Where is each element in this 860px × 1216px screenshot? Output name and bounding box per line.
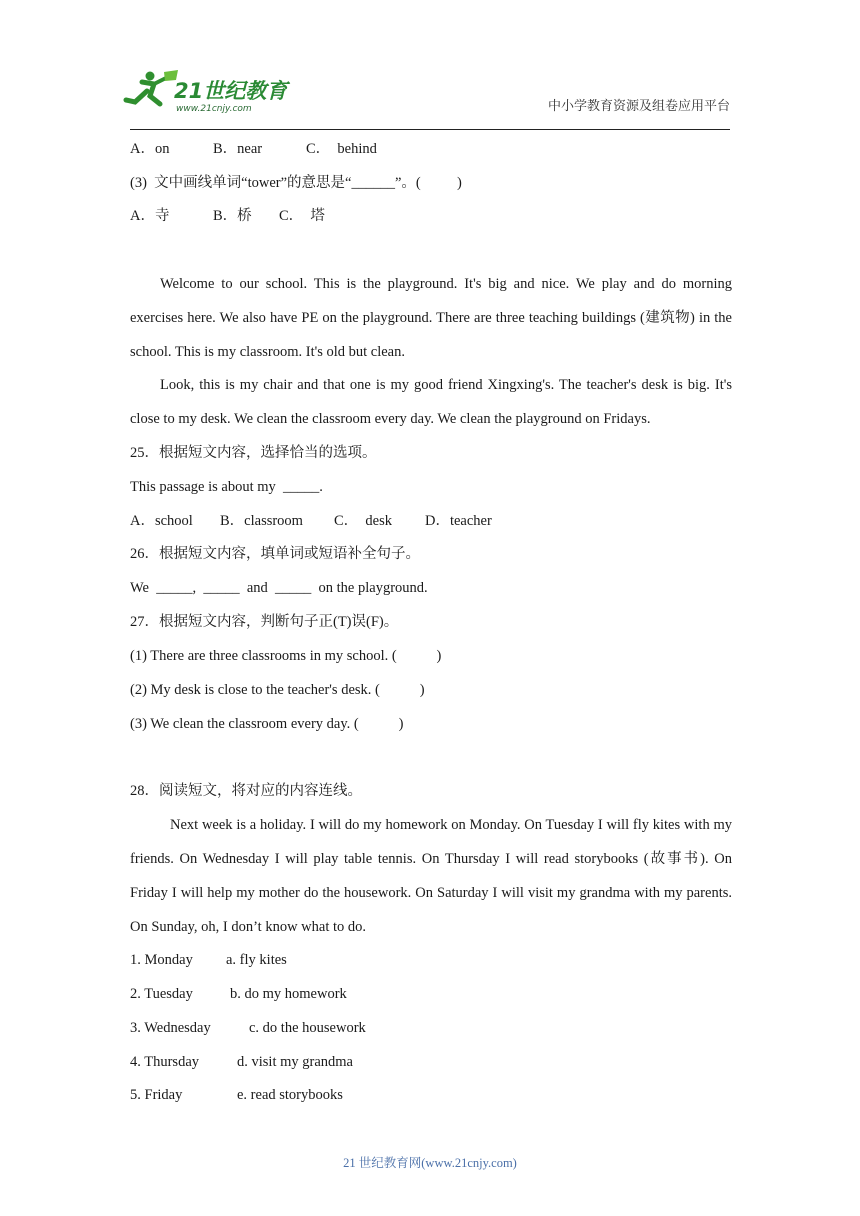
q24-sub3-stem <box>130 173 462 193</box>
passage2-paragraph-1: Welcome to our school. This is the playground. It's big and nice. We play and do morning exercises here. We also have PE on the playground. There are three teaching buildings (建筑物) in the school. This is my classroom. It's old but clean. <box>130 276 732 360</box>
q25-option-c: C． desk <box>334 513 392 529</box>
q24-option-c: C． behind <box>306 141 377 157</box>
q24-sub3-blank: ______ <box>351 175 395 191</box>
page-footer: 21 世纪教育网(www.21cnjy.com) <box>343 1156 517 1170</box>
match-left-1: 1. Monday <box>130 952 193 968</box>
header-divider <box>130 129 730 130</box>
q25-option-b: B．classroom <box>220 513 303 529</box>
match-left-4: 4. Thursday <box>130 1054 200 1070</box>
q24-sub3-stem-prefix: (3) 文中画线单词“tower”的意思是“ <box>130 175 352 191</box>
q27-item-3: (3) We clean the classroom every day. ( ) <box>130 716 404 732</box>
q28-passage: Next week is a holiday. I will do my homework on Monday. On Tuesday I will fly kites with my friends. On Wednesday I will play table tennis. On Thursday I will read storybooks (故事书). On Friday I will help my mother do the housework. On Saturday I will visit my grandma with my parents. On Sunday, oh, I don’t know what to do. <box>130 817 732 935</box>
q26-stem: We _____, _____ and _____ on the playground. <box>130 580 428 596</box>
q24-option-a: A．on <box>130 141 170 157</box>
logo-text: 21世纪教育 <box>174 79 288 103</box>
q25-stem: This passage is about my _____. <box>130 479 323 495</box>
match-left-2: 2. Tuesday <box>130 986 193 1002</box>
q24-sub3-option-c: C． 塔 <box>279 208 325 224</box>
q27-title: 27．根据短文内容，判断句子正(T)误(F)。 <box>130 614 399 630</box>
q26-title: 26．根据短文内容，填单词或短语补全句子。 <box>130 546 420 562</box>
match-right-b: b. do my homework <box>230 986 347 1002</box>
q25-option-d: D．teacher <box>425 513 492 529</box>
q27-item-2: (2) My desk is close to the teacher's desk. ( ) <box>130 682 425 698</box>
match-right-e: e. read storybooks <box>237 1087 343 1103</box>
passage2-paragraph-2: Look, this is my chair and that one is my good friend Xingxing's. The teacher's desk is big. It's close to my desk. We clean the classroom every day. We clean the playground on Fridays. <box>130 377 732 427</box>
q24-sub3-stem-suffix: ”。( ) <box>394 175 462 191</box>
match-right-c: c. do the housework <box>249 1020 366 1036</box>
site-tagline: 中小学教育资源及组卷应用平台 <box>548 99 731 114</box>
q24-sub3-option-a: A．寺 <box>130 208 170 224</box>
site-logo <box>120 66 295 116</box>
match-left-5: 5. Friday <box>130 1087 183 1103</box>
logo-url: www.21cnjy.com <box>176 104 252 114</box>
match-left-3: 3. Wednesday <box>130 1020 211 1036</box>
runner-icon <box>126 70 178 104</box>
match-right-a: a. fly kites <box>226 952 287 968</box>
q27-item-1: (1) There are three classrooms in my school. ( ) <box>130 648 442 664</box>
match-right-d: d. visit my grandma <box>237 1054 353 1070</box>
q25-title: 25．根据短文内容，选择恰当的选项。 <box>130 445 377 461</box>
q24-option-b: B．near <box>213 141 263 157</box>
q28-title: 28．阅读短文，将对应的内容连线。 <box>130 783 362 799</box>
q25-option-a: A．school <box>130 513 193 529</box>
q24-sub3-option-b: B．桥 <box>213 208 252 224</box>
